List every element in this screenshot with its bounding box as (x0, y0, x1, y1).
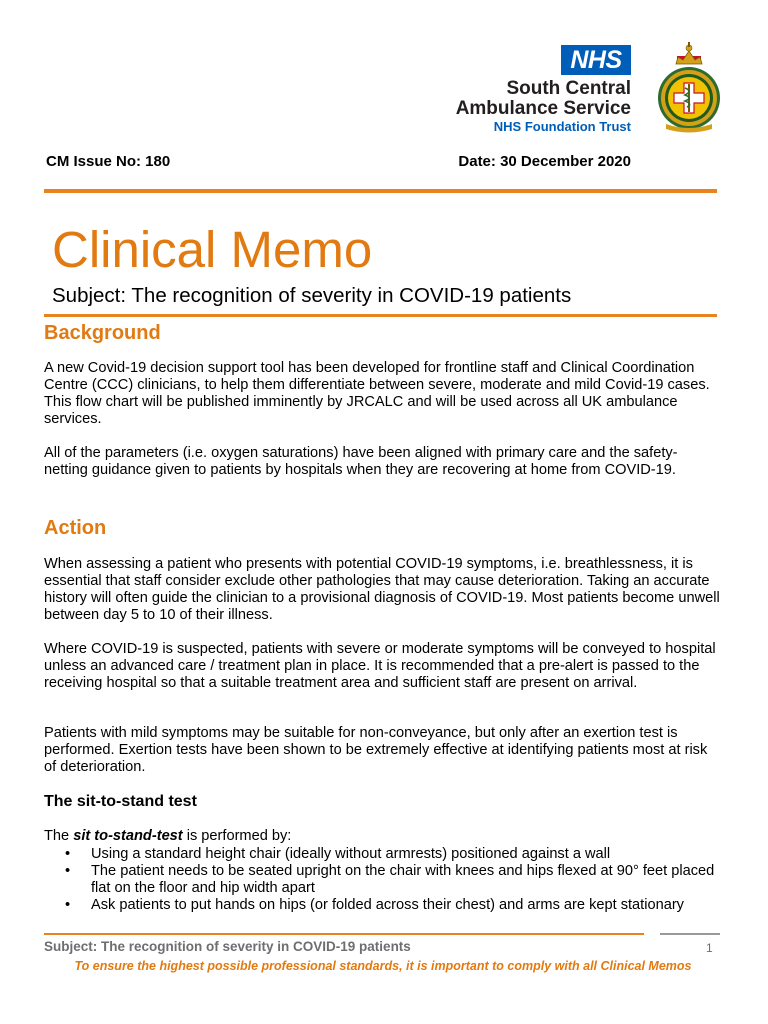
action-paragraph-3: Patients with mild symptoms may be suitable for non-conveyance, but only after an exertion test is performed. Exertion tests have been shown to be extremely effective at identifying patients most at risk of deterioration. (44, 725, 708, 775)
subject-divider (44, 314, 717, 317)
list-item (44, 863, 720, 897)
list-item (44, 897, 720, 914)
memo-subject: Subject: The recognition of severity in COVID-19 patients (52, 284, 572, 307)
header-divider (44, 189, 717, 193)
bullet-icon: • (65, 846, 71, 862)
action-heading: Action (44, 517, 107, 539)
page-title: Clinical Memo (52, 221, 373, 278)
bullet-icon: • (65, 863, 71, 879)
list-item (44, 846, 720, 863)
action-paragraph-2: Where COVID-19 is suspected, patients with severe or moderate symptoms will be conveyed to hospital unless an advanced care / treatment plan in place. It is recommended that a pre-alert is passed to the receiving hospital so that a suitable treatment area and sufficient staff are present on arrival. (44, 641, 716, 691)
footer-divider (44, 933, 644, 935)
footer-subject: Subject: The recognition of severity in COVID-19 patients (44, 939, 411, 954)
issue-date: Date: 30 December 2020 (458, 153, 631, 170)
footer-divider-right (660, 933, 720, 935)
issue-number: CM Issue No: 180 (46, 153, 171, 170)
background-paragraph-2: All of the parameters (i.e. oxygen saturations) have been aligned with primary care and the safety-netting guidance given to patients by hospitals when they are recovering at home from COVID-19. (44, 445, 678, 478)
list-item-text: Using a standard height chair (ideally without armrests) positioned against a wall (91, 846, 611, 862)
intro-suffix: is performed by: (182, 828, 292, 844)
action-paragraph-1: When assessing a patient who presents with potential COVID-19 symptoms, i.e. breathlessness, it is essential that staff consider exclude other pathologies that may cause deterioration. Taking an accurate history will often guide the clinician to a provisional diagnosis of COVID-19. Most patients become unwell between day 5 to 10 of their illness. (44, 556, 720, 623)
org-trust-line: NHS Foundation Trust (493, 119, 631, 134)
org-line-1: South Central (506, 78, 631, 99)
intro-prefix: The (44, 828, 74, 844)
background-paragraph-1: A new Covid-19 decision support tool has been developed for frontline staff and Clinical Coordination Centre (CCC) clinicians, to help them differentiate between severe, moderate and mild Covid-19 cases. This flow chart will be published imminently by JRCALC and will be used across all UK ambulance services. (44, 360, 710, 427)
org-line-2: Ambulance Service (455, 98, 631, 119)
background-heading: Background (44, 322, 161, 344)
ambulance-service-crest-icon (656, 40, 722, 136)
list-item-text: The patient needs to be seated upright on the chair with knees and hips flexed at 90° feet placed flat on the floor and hip width apart (91, 863, 715, 896)
sit-to-stand-intro (44, 828, 720, 845)
footer-compliance-note: To ensure the highest possible professional standards, it is important to comply with all Clinical Memos (74, 959, 692, 973)
nhs-logo: NHS (561, 45, 631, 75)
crown-icon (676, 42, 702, 64)
list-item-text: Ask patients to put hands on hips (or folded across their chest) and arms are kept stationary (91, 897, 684, 913)
bullet-icon: • (65, 897, 71, 913)
organisation-name (456, 79, 631, 119)
sit-to-stand-heading: The sit-to-stand test (44, 793, 197, 810)
page-number: 1 (706, 941, 713, 955)
intro-emphasis: sit to-stand-test (73, 828, 183, 844)
sit-to-stand-steps (44, 846, 720, 914)
